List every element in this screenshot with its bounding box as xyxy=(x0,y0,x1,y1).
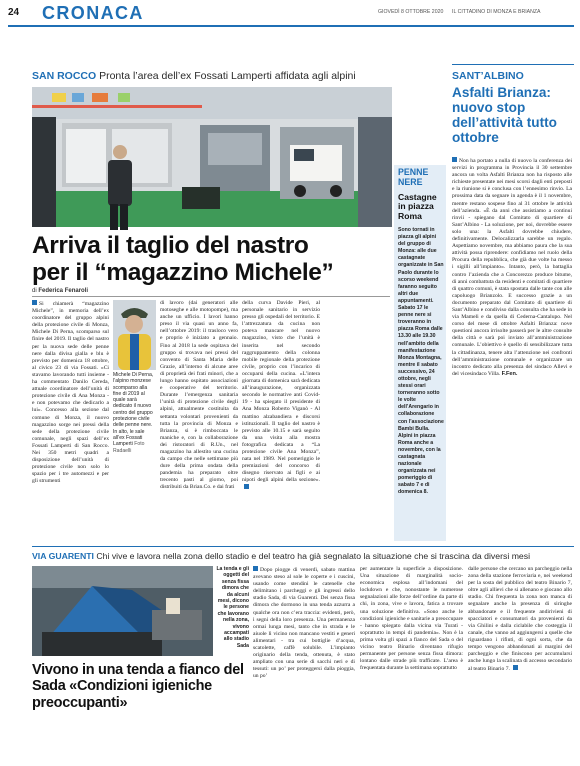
main-kicker-text: Pronta l’area dell’ex Fossati Lamperti affidata agli alpini xyxy=(99,70,356,82)
main-col-3-text: della curva Davide Pieri, al personale sanitario in servizio presso gli ospedali del territorio. E l’attrezzatura da cucina non poteva mancare nel nuovo magazzino, visto che l’unità è inserita nel secondo raggruppamento della colonna mobile regionale della protezione civile, proprio con l’incarico di occuparsi della cucina. «L’intera giornata di domenica sarà dedicata all’inaugurazione, organizzata secondo le normative anti Covid-19 - ha spiegato il presidente di Ana Monza Roberto Viganò - Al mattino alzabandiera e discorsi istituzionali. Il taglio del nastro è previsto alle 10.15 e sarà seguito da una visita alla mostra fotografica dedicata a “La protezione civile Ana Monza”, nata nel 1989. Nel pomeriggio le premiazioni del concorso di disegno riservato ai figli e ai nipoti degli alpini della sezione». xyxy=(242,300,320,484)
tent-photo xyxy=(32,566,213,656)
man-figure-illustration xyxy=(103,142,133,230)
bottom-article-col-3 xyxy=(468,566,572,761)
sidebar-signature: F.Fen. xyxy=(501,370,518,377)
main-article-col-3 xyxy=(242,300,320,550)
sidebar-text xyxy=(452,157,572,542)
sidebar-top-rule xyxy=(452,64,574,65)
bottom-col-2-text: per aumentare la superficie a disposizione. Una situazione di marginalità socio-economica esplosa all’indomani del lockdown e che, nonostante le numerose segnalazioni alle forze dell’ordine da parte di chi, in zona, vive e lavora, fatica a trovare una soluzione definitiva. «Sono anche le condizioni igieniche e sanitarie a preoccupare - hanno spiegato dalla vicina via Turati - soprattutto in tempi di pandemia». Non è la prima volta gli spazi a fianco del Sada o del vicino teatro Binario diventano rifugio permanente per persone senza fissa dimora: lontano dalle strade più trafficate. L’area è frequentata durante la settimana soprattutto xyxy=(360,566,463,672)
tent-photo-illustration xyxy=(32,566,213,656)
main-col-1-text: Si chiamerà “magazzino Michele”, in memoria dell’ex coordinatore del gruppo alpini della protezione civile di Monza, Michele Di Perna, scomparso sul finire del 2019. Il taglio del nastro per la nuova sede delle penne nere dalla divisa gialla e blu è previsto per domenica 18 ottobre, al civico 23 di via Fossati. «Ci stavamo lavorando tutti insieme - ha commentato Danilo Cereda, attuale coordinatore dell’unità di protezione civile di Ana Monza - e non potevamo che dedicarlo a lui». Concesso alla sezione dal comune di Monza, il nuovo magazzino sorge nei pressi della sede della protezione civile comunale, negli spazi dell’ex Fossati Lamperti di San Rocco. Nei 350 metri quadri a disposizione dell’unità di protezione civile non solo lo spazio per i tre automezzi e per gli strumenti xyxy=(32,301,109,485)
warehouse-photo-illustration xyxy=(32,87,392,227)
paper-name: IL CITTADINO DI MONZA E BRIANZA xyxy=(452,9,541,15)
penne-nere-kicker: PENNE NERE xyxy=(398,167,429,187)
tent-caption: La tenda e gli oggetti del senza fissa dimora che da alcuni mesi, dicono le persone che lavorano nella zona, vivono accampati allo stadio Sada xyxy=(216,566,249,649)
michele-portrait xyxy=(113,300,156,370)
bottom-col-3-text: dalle persone che cercano un parcheggio nella zona della stazione ferroviaria e, nei weekend per la sosta del pubblico del teatro Binario 7, oltre agli allievi che si allenano e giocano allo stadio. Chi frequenta la zona non manca di segnalare anche la presenza di siringhe abbandonate e il frequente andirivieni di spacciatori e consumatori da provenienti da via Ghilini e dalla ciclabile che costeggia il canale, che vanno ad aggiungersi a quelle che riguardano i rifiuti, di ogni sorta, che da tempo vengono abbandonati ai margini del parcheggio e che finiscono per accumularsi anche lungo la scalinata di accesso secondario al teatro Binario 7. xyxy=(468,566,572,673)
main-col-2-text: di lavoro (dai generatori alle motoseghe e alle motopompe), ma anche un ufficio. I lavori hanno preso il via quasi un anno fa, nell’ottobre 2019: il trasloco vero e proprio è iniziato a gennaio. Fino al 2018 la sede ospitava del gruppo si trovava nei pressi del convento di Santa Maria delle Grazie, all’interno di alcune aree di proprietà dei frati minori, che a lungo hanno ospitato associazioni e cooperative del territorio. Durante l’emergenza sanitaria l’unità di protezione civile degli alpini, attualmente costituita da settanta volontari provenienti da tutta la provincia di Monza e Brianza, si è rimboccata le maniche e, con la collaborazione dei ristoratori di R.Un., nel magazzino ha allestito una cucina da campo che nelle settimane più dure della prima ondata della pandemia ha preparato oltre trecento pasti al giorno, poi distribuiti da Brian.Co. e dai frati xyxy=(160,300,238,491)
byline xyxy=(32,288,88,294)
warehouse-photo xyxy=(32,87,392,227)
byline-rule xyxy=(32,296,390,297)
bottom-section-rule xyxy=(32,546,574,547)
sidebar-text-body: Non ha portato a nulla di nuovo la conferenza dei servizi in programma in Provincia il 30 settembre ancora un volta Asfalti Brianza non ha risposto alle richieste presentate nei mesi scorsi dagli enti preposti e la riunione si è conclusa con l’ennesimo rinvio. La prossima data da segnare in agenda è il 1 novembre, mentre restano sospese fino al 31 ottobre le attività dell’azienda. «È da anni che assistiamo a continui rinvii - spiegano dal Comitato di quartiere di Sant’Albino - La soluzione, per noi, dovrebbe essere solo una: la Asfalti dovrebbe chiudere, definitivamente. Delocalizzarla sarebbe un regalo. Aspettiamo novembre, ma abbiamo paura che la sua attività possa riprendere: confidiamo nel ruolo della Procura della repubblica, che già due volte ha messo i sigilli all’impianto». Intanto, però, la battaglia contro l’azienda che a Concorezzo produce bitume, di anni combattuta da residenti e comitati di quartiere di quattro comuni, è stata spostata dalle tante con alle capoluogo Brianzolo. E successo grazie a un documento preparato dal Comitato di quartiere di Sant’Albino e condiviso dalla consulta che ha sede in via Mameli e da quella di Cederna-Cantalupo. Nel corso del mese di ottobre Asfalti Brianza: nove questioni ancora irrisolte passerà per le altre consulte della città e sarà poi inviato all’amministrazione comunale. L’obiettivo è quello di sensibilizzare tutta la cittadinanza, tenere alta l’attenzione nei confronti dell’amministrazione comunale e organizzare un incontro dedicato alla presenza del sindaco Allevi e del vicesindaco Villa. xyxy=(452,158,572,377)
main-article-col-1 xyxy=(32,300,109,550)
bottom-paragraph-marker-icon xyxy=(253,566,258,571)
issue-date: GIOVEDÌ 8 OTTOBRE 2020 xyxy=(378,9,444,15)
section-title: CRONACA xyxy=(42,3,144,23)
sidebar-paragraph-marker-icon xyxy=(452,157,457,162)
portrait-illustration xyxy=(113,300,156,370)
man-figure-photo-overlay xyxy=(103,142,133,230)
portrait-caption-text: Michele Di Perna, l’alpino monzese scomparso alla fine di 2019 al quale sarà dedicato il nuovo centro del gruppo protezione civile delle penne nere. In alto, le sale all’ex Fossati Lamperti xyxy=(113,372,154,448)
byline-name: Federica Fenaroli xyxy=(38,288,89,294)
main-kicker xyxy=(32,70,402,82)
page-number: 24 xyxy=(8,7,20,18)
bottom-kicker-text: Chi vive e lavora nella zona dello stadio e del teatro ha già segnalato la situazione che si trascina da diversi mesi xyxy=(96,551,531,561)
penne-nere-text: Sono tornati in piazza gli alpini del gruppo di Monza: alle due castagnate organizzate in San Paolo durante lo scorso weekend faranno seguito altri due appuntamenti. Sabato 17 le penne nere si troveranno in piazza Roma dalle 13.30 alle 19.30 nell’ambito della manifestazione Monza Montagna, mentre il sabato successivo, 24 ottobre, negli stessi orari torneranno sotto le volte dell’Arengario in collaborazione con l’associazione Bambi Bulla. Alpini in piazza Roma anche a novembre, con la castagnata nazionale organizzata nei pomeriggio di sabato 7 e di domenica 8. xyxy=(398,227,444,496)
bottom-article-end-marker-icon xyxy=(513,665,518,670)
sidebar-kicker: SANT’ALBINO xyxy=(452,70,524,82)
bottom-col-1-text: Dopo piogge di venerdì, sabato mattina avevano steso al sole le coperte e i cuscini, usando come stendini le catenelle che delimitano i parcheggi e gli ingressi dello stadio Sada, di via Guarenti. Dei senza fissa dimora che dormono in una tenda azzurra a qualche ora non c’era traccia: evidenti, però, i segni della loro presenza. Una permanenza ormai lunga mesi, tanto che in strada e le aiuole lì vicino non mancano vestiti e generi alimentari - tra cui bottiglie d’acqua, scatolette, caffè solubile. L’impianto originario della tenda, ottenuta, è stato ampliato con una serie di sacchi neri e di tessuti: un po’ per proteggersi dalla pioggia, un po’ xyxy=(253,567,355,680)
main-article-col-2 xyxy=(160,300,238,550)
bottom-article-col-1 xyxy=(253,566,355,761)
main-headline-line-1: Arriva il taglio del nastro xyxy=(32,232,309,259)
bottom-article-col-2 xyxy=(360,566,463,761)
article-end-marker-icon xyxy=(244,484,249,489)
main-headline-line-2: per il “magazzino Michele” xyxy=(32,259,334,286)
bottom-kicker xyxy=(32,551,577,561)
bottom-headline: Vivono in una tenda a fianco del Sada «Condizioni igieniche preoccupanti» xyxy=(32,662,244,711)
sidebar-title: Asfalti Brianza: nuovo stop dell’attività tutto ottobre xyxy=(452,85,557,145)
paragraph-marker-icon xyxy=(32,300,37,305)
portrait-caption xyxy=(113,372,156,454)
penne-nere-title: Castagne in piazza Roma xyxy=(398,192,437,221)
byline-prefix: di xyxy=(32,288,37,294)
header-rule xyxy=(8,25,574,27)
bottom-kicker-place: VIA GUARENTI xyxy=(32,551,94,561)
portrait-credit: Foto Radaelli xyxy=(113,441,145,454)
main-kicker-place: SAN ROCCO xyxy=(32,70,97,82)
